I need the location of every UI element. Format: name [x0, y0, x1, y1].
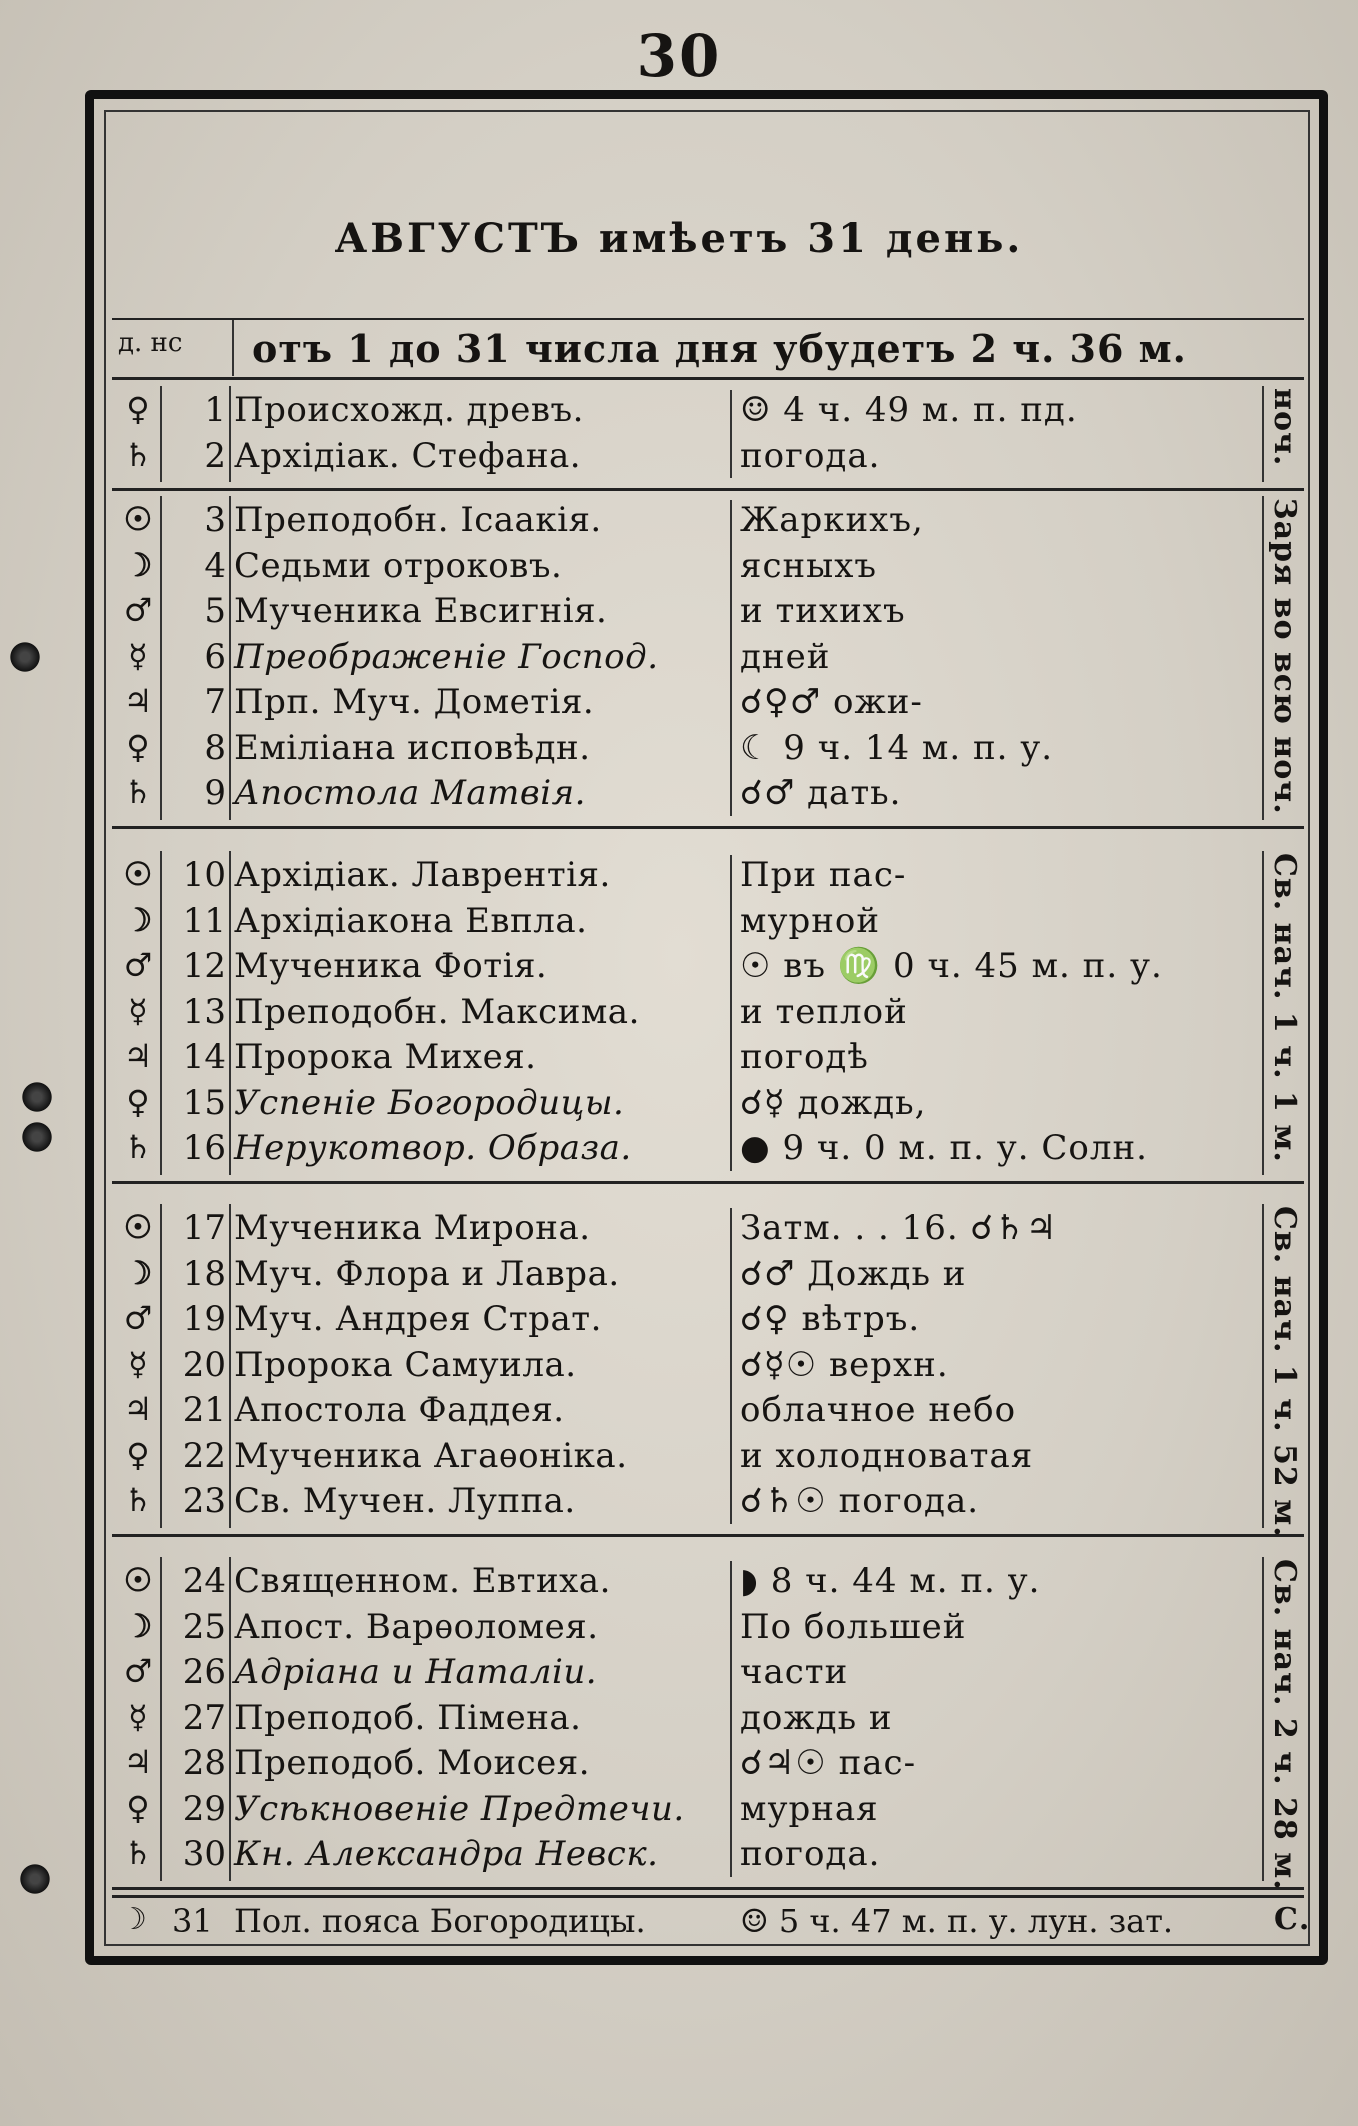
week-block	[112, 1551, 1304, 1890]
saint-name: Преподобн. Максима.	[234, 991, 640, 1032]
weather-note: ☌♂ Дождь и	[740, 1253, 967, 1294]
day-row	[112, 388, 1304, 433]
weather-note: При пас-	[740, 855, 907, 895]
day-row	[112, 1787, 1304, 1832]
day-number: 16	[182, 1128, 226, 1168]
daylight-side-note: ноч.	[1267, 388, 1302, 467]
saint-name: Успеніе Богородицы.	[234, 1082, 625, 1123]
day-number: 4	[204, 545, 226, 586]
weekday-symbol-icon: ☿	[128, 636, 148, 675]
day-number: 8	[204, 727, 226, 768]
day-row	[112, 1343, 1304, 1388]
day-number: 30	[182, 1834, 226, 1874]
saint-name: Пророка Михея.	[234, 1037, 537, 1077]
weather-note: ☌♀ вѣтръ.	[740, 1299, 921, 1339]
last-day-row	[112, 1895, 1311, 1948]
day-row	[112, 1434, 1304, 1479]
daylight-side-note: Заря во всю ноч.	[1267, 498, 1302, 815]
weekday-symbol-icon: ☽	[120, 1902, 147, 1937]
weekday-symbol-icon: ☿	[128, 1697, 148, 1736]
saint-name: Архідіакона Евпла.	[234, 900, 588, 941]
saint-name: Мученика Фотія.	[234, 946, 548, 986]
week-block	[112, 1198, 1304, 1537]
weekday-symbol-icon: ♄	[123, 1128, 153, 1166]
saint-name: Преподоб. Пімена.	[234, 1697, 582, 1738]
weekday-symbol-icon: ♄	[123, 435, 153, 474]
day-row	[112, 1035, 1304, 1080]
day-number: 12	[182, 946, 226, 986]
weather-note: и тихихъ	[740, 591, 906, 631]
day-number: 21	[182, 1390, 226, 1430]
day-number: 13	[182, 991, 226, 1032]
day-number: 18	[182, 1253, 226, 1294]
margin-ornament-icon	[20, 1120, 54, 1154]
saint-name: Священном. Евтиха.	[234, 1561, 611, 1601]
margin-ornament-icon	[20, 1080, 54, 1114]
day-number: 26	[182, 1652, 226, 1692]
weather-note: части	[740, 1652, 849, 1692]
saint-name: Мученика Мирона.	[234, 1208, 591, 1248]
saint-name: Пророка Самуила.	[234, 1344, 577, 1385]
page-number: 30	[636, 22, 722, 90]
weekday-symbol-icon: ♃	[123, 1037, 153, 1075]
saint-name: Кн. Александра Невск.	[234, 1834, 659, 1874]
weekday-symbol-icon: ☿	[128, 991, 148, 1030]
weather-note: погода.	[740, 435, 881, 476]
weather-note: ☺ 4 ч. 49 м. п. пд.	[740, 390, 1078, 430]
weather-note: ясныхъ	[740, 545, 878, 586]
weekday-symbol-icon: ☽	[123, 900, 153, 939]
saint-name: Апост. Варѳоломея.	[234, 1606, 599, 1647]
saint-name: Пол. пояса Богородицы.	[234, 1902, 646, 1940]
day-number: 5	[204, 591, 226, 631]
day-number: 9	[204, 773, 226, 813]
day-number: 15	[182, 1082, 226, 1123]
weather-note: мурной	[740, 900, 881, 941]
daylight-side-note: Св. нач. 2 ч. 28 м.	[1267, 1559, 1302, 1891]
weekday-symbol-icon: ☿	[128, 1344, 148, 1383]
weekday-symbol-icon: ☉	[123, 1561, 153, 1599]
day-row	[112, 771, 1304, 816]
weekday-symbol-icon: ☽	[123, 1606, 153, 1645]
day-row	[112, 680, 1304, 725]
day-number: 19	[182, 1299, 226, 1339]
weekday-symbol-icon: ♀	[126, 727, 150, 766]
day-number: 25	[182, 1606, 226, 1647]
saint-name: Мученика Евсигнія.	[234, 591, 608, 631]
weather-note: ☌♂ дать.	[740, 773, 902, 813]
weekday-symbol-icon: ♀	[126, 390, 150, 428]
daylight-side-note: С.	[1274, 1902, 1311, 1937]
weekday-symbol-icon: ♂	[123, 591, 153, 629]
weather-note: дождь и	[740, 1697, 893, 1738]
weather-note: ☾ 9 ч. 14 м. п. у.	[740, 727, 1054, 768]
day-number: 3	[204, 500, 226, 540]
day-row	[112, 498, 1304, 543]
weekday-symbol-icon: ♄	[123, 1834, 153, 1872]
weather-note: ☌☿ дождь,	[740, 1082, 927, 1123]
day-number: 27	[182, 1697, 226, 1738]
day-row	[112, 1479, 1304, 1524]
weather-note: мурная	[740, 1788, 879, 1829]
daylight-side-note: Св. нач. 1 ч. 1 м.	[1267, 853, 1302, 1163]
weekday-symbol-icon: ☉	[123, 1208, 153, 1246]
weekday-symbol-icon: ☽	[123, 545, 153, 584]
saint-name: Муч. Андрея Страт.	[234, 1299, 602, 1339]
day-row	[112, 1605, 1304, 1650]
weekday-symbol-icon: ☉	[123, 500, 153, 538]
weather-note: ☌☿☉ верхн.	[740, 1344, 949, 1385]
saint-name: Преподоб. Моисея.	[234, 1743, 591, 1783]
day-row	[112, 899, 1304, 944]
saint-name: Еміліана исповѣдн.	[234, 727, 591, 768]
saint-name: Прп. Муч. Дометія.	[234, 682, 595, 722]
weather-note: ☌♄☉ погода.	[740, 1481, 980, 1521]
saint-name: Апостола Фаддея.	[234, 1390, 565, 1430]
day-number: 28	[182, 1743, 226, 1783]
day-number: 1	[204, 390, 226, 430]
month-title: АВГУСТЪ имѣетъ 31 день.	[334, 215, 1024, 262]
weather-note: и холодноватая	[740, 1435, 1034, 1476]
weekday-symbol-icon: ♃	[123, 682, 153, 720]
day-number: 22	[182, 1435, 226, 1476]
day-row	[112, 544, 1304, 589]
weekday-symbol-icon: ♂	[123, 1652, 153, 1690]
weather-note: погода.	[740, 1834, 881, 1874]
day-row	[112, 1081, 1304, 1126]
weather-note: ☌♀♂ ожи-	[740, 682, 923, 722]
day-row	[112, 990, 1304, 1035]
weather-note: погодѣ	[740, 1037, 869, 1077]
saint-name: Седьми отроковъ.	[234, 545, 563, 586]
weekday-symbol-icon: ♀	[126, 1435, 150, 1474]
margin-ornament-icon	[18, 1862, 52, 1896]
day-number: 17	[182, 1208, 226, 1248]
day-number: 6	[204, 636, 226, 677]
day-row	[112, 1388, 1304, 1433]
calendar-header	[112, 318, 1304, 380]
weekday-symbol-icon: ♄	[123, 1481, 153, 1519]
saint-name: Мученика Агаѳоніка.	[234, 1435, 628, 1476]
day-number: 11	[182, 900, 226, 941]
weather-note: облачное небо	[740, 1390, 1017, 1430]
day-number: 10	[182, 855, 226, 895]
weekday-symbol-icon: ♄	[123, 773, 153, 811]
day-number: 31	[172, 1902, 213, 1940]
day-row	[112, 1206, 1304, 1251]
saint-name: Архідіак. Стефана.	[234, 435, 582, 476]
day-number: 7	[204, 682, 226, 722]
day-row	[112, 1252, 1304, 1297]
header-divider	[232, 320, 234, 376]
weekday-symbol-icon: ♃	[123, 1743, 153, 1781]
day-number: 14	[182, 1037, 226, 1077]
day-row	[112, 1559, 1304, 1604]
weather-note: По большей	[740, 1606, 967, 1647]
weekday-symbol-icon: ♀	[126, 1788, 150, 1827]
header-day-label: д. нс	[118, 328, 183, 358]
day-number: 20	[182, 1344, 226, 1385]
day-number: 2	[204, 435, 226, 476]
daylight-side-note: Св. нач. 1 ч. 52 м.	[1267, 1206, 1302, 1538]
day-row	[112, 944, 1304, 989]
weather-note: и теплой	[740, 991, 908, 1032]
day-row	[112, 1741, 1304, 1786]
weather-note: ☉ въ ♍ 0 ч. 45 м. п. у.	[740, 946, 1163, 986]
header-daylight-note: отъ 1 до 31 числа дня убудетъ 2 ч. 36 м.	[252, 326, 1187, 371]
week-block	[112, 490, 1304, 829]
weekday-symbol-icon: ♀	[126, 1082, 150, 1121]
saint-name: Нерукотвор. Образа.	[234, 1128, 632, 1168]
saint-name: Архідіак. Лаврентія.	[234, 855, 611, 895]
day-row	[112, 635, 1304, 680]
saint-name: Апостола Матвія.	[234, 773, 586, 813]
day-row	[112, 434, 1304, 479]
weather-note: Затм. . . 16. ☌♄♃	[740, 1208, 1058, 1248]
week-block	[112, 380, 1304, 491]
saint-name: Св. Мучен. Луппа.	[234, 1481, 576, 1521]
margin-ornament-icon	[8, 640, 42, 674]
day-number: 23	[182, 1481, 226, 1521]
weather-note: ● 9 ч. 0 м. п. у. Солн.	[740, 1128, 1148, 1168]
weather-note: Жаркихъ,	[740, 500, 924, 540]
day-row	[112, 1696, 1304, 1741]
day-row	[112, 1650, 1304, 1695]
weather-note: ◗ 8 ч. 44 м. п. у.	[740, 1561, 1041, 1601]
saint-name: Происхожд. древъ.	[234, 390, 584, 430]
day-number: 24	[182, 1561, 226, 1601]
day-row	[112, 1832, 1304, 1877]
weekday-symbol-icon: ☉	[123, 855, 153, 893]
day-row	[112, 589, 1304, 634]
day-row	[112, 1297, 1304, 1342]
weather-note: ☺ 5 ч. 47 м. п. у. лун. зат.	[740, 1902, 1174, 1940]
saint-name: Усѣкновеніе Предтечи.	[234, 1788, 685, 1829]
weather-note: дней	[740, 636, 831, 677]
week-block	[112, 845, 1304, 1184]
day-row	[112, 853, 1304, 898]
weekday-symbol-icon: ♃	[123, 1390, 153, 1428]
day-row	[112, 1126, 1304, 1171]
weather-note: ☌♃☉ пас-	[740, 1743, 917, 1783]
weekday-symbol-icon: ♂	[123, 946, 153, 984]
saint-name: Преподобн. Ісаакія.	[234, 500, 602, 540]
weekday-symbol-icon: ☽	[123, 1253, 153, 1292]
saint-name: Муч. Флора и Лавра.	[234, 1253, 620, 1294]
weekday-symbol-icon: ♂	[123, 1299, 153, 1337]
day-number: 29	[182, 1788, 226, 1829]
saint-name: Преображеніе Господ.	[234, 636, 659, 677]
day-row	[112, 726, 1304, 771]
saint-name: Адріана и Наталіи.	[234, 1652, 598, 1692]
